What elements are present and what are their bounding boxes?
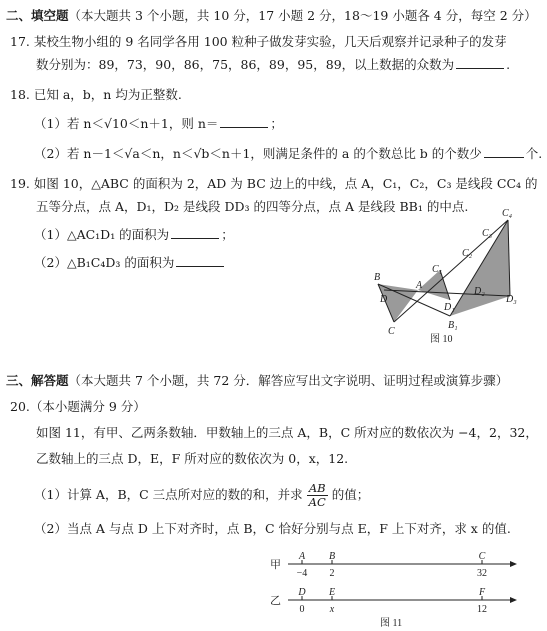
fraction-denominator: AC: [308, 495, 326, 509]
part-text: （1）计算 A，B，C 三点所对应的数的和，并求: [34, 487, 303, 502]
label-d2: D₂: [474, 286, 485, 297]
question-20-line-1: [36, 424, 538, 442]
punctuation: ；: [270, 116, 283, 131]
question-score: （本小题满分 9 分）: [29, 399, 146, 414]
question-number: 20.: [10, 399, 30, 414]
answer-blank[interactable]: [456, 56, 504, 69]
question-19-part-2: [34, 254, 226, 272]
question-17-line-1: [10, 33, 507, 51]
question-text: 五等分点，点 A，D₁，D₂ 是线段 DD₃ 的四等分点，点 A 是线段 BB₁ 的中点.: [36, 199, 469, 214]
question-18-part-2: [34, 145, 542, 163]
point-b-label: B: [328, 551, 336, 562]
section-header-solutions: [6, 372, 508, 390]
point-b-value: 2: [329, 568, 335, 579]
point-a-value: −4: [296, 568, 308, 579]
label-c: C: [388, 326, 395, 337]
point-a-label: A: [298, 551, 306, 562]
point-f-value: 12: [477, 604, 487, 615]
point-c-value: 32: [477, 568, 487, 579]
answer-blank[interactable]: [220, 115, 268, 128]
question-18-stem: [10, 86, 182, 104]
point-d-label: D: [298, 587, 306, 598]
question-text: 如图 10，△ABC 的面积为 2，AD 为 BC 边上的中线，点 A，C₁，C₂，C₃ 是线段 CC₄ 的: [33, 176, 538, 191]
question-19-line-1: [10, 175, 538, 193]
question-20-line-2: [36, 450, 348, 468]
question-text: 如图 11，有甲、乙两条数轴．甲数轴上的三点 A，B，C 所对应的数依次为 −4，2，32，: [36, 425, 538, 440]
question-text: 数分别为：89，73，90，86，75，86，89，95，89，以上数据的众数为: [36, 57, 455, 72]
punctuation: 个.: [525, 146, 543, 161]
question-20-part-1: [34, 480, 369, 510]
question-19-part-1: [34, 226, 234, 244]
label-d: D: [380, 294, 388, 305]
question-text: 乙数轴上的三点 D，E，F 所对应的数依次为 0，x，12.: [36, 451, 349, 466]
figure-10-diagram: [370, 206, 530, 346]
figure-10-caption: 图 10: [430, 334, 453, 345]
label-c1: C₁: [432, 264, 443, 275]
point-e-label: E: [328, 587, 336, 598]
answer-blank[interactable]: [171, 226, 219, 239]
question-18-part-1: [34, 115, 283, 133]
section-header-fill-in: [6, 7, 537, 25]
point-d-value: 0: [299, 604, 305, 615]
point-f-label: F: [478, 587, 486, 598]
part-end: 的值；: [331, 487, 370, 502]
label-b1: B₁: [448, 320, 458, 331]
label-c4: C₄: [502, 208, 513, 219]
axis-yi-name: 乙: [270, 595, 281, 607]
point-e-value: x: [329, 604, 335, 615]
punctuation: .: [506, 57, 511, 72]
part-text: （1）若 n＜√10＜n＋1，则 n＝: [34, 116, 219, 131]
label-b: B: [374, 272, 381, 283]
question-text: 已知 a，b，n 均为正整数.: [33, 87, 182, 102]
punctuation: ；: [221, 227, 234, 242]
axis-yi-arrow: [510, 597, 517, 603]
part-text: （2）△B₁C₄D₃ 的面积为: [34, 255, 175, 270]
question-number: 18.: [10, 87, 30, 102]
part-text: （2）当点 A 与点 D 上下对齐时，点 B，C 恰好分别与点 E，F 上下对齐，求 x 的值.: [34, 521, 511, 536]
fraction-ab-over-ac: [307, 482, 328, 509]
fraction-numerator: AB: [307, 482, 328, 496]
label-a: A: [416, 280, 423, 291]
label-d1: D₁: [444, 302, 455, 313]
section-title: 三、解答题: [6, 373, 69, 388]
question-17-line-2: [36, 56, 510, 74]
axis-jia-name: 甲: [270, 559, 281, 571]
section-note: （本大题共 7 个小题，共 72 分．解答应写出文字说明、证明过程或演算步骤）: [68, 373, 509, 388]
label-c3: C₃: [482, 228, 493, 239]
section-note: （本大题共 3 个小题，共 10 分，17 小题 2 分，18～19 小题各 4 分，每空 2 分）: [68, 8, 537, 23]
question-number: 19.: [10, 176, 30, 191]
question-number: 17.: [10, 34, 30, 49]
answer-blank[interactable]: [176, 254, 224, 267]
label-d3: D₃: [506, 294, 517, 305]
label-c2: C₂: [462, 248, 473, 259]
axis-jia-arrow: [510, 561, 517, 567]
point-c-label: C: [478, 551, 486, 562]
section-title: 二、填空题: [6, 8, 69, 23]
figure-11-caption: 图 11: [380, 618, 403, 629]
question-20-part-2: [34, 520, 511, 538]
part-text: （1）△AC₁D₁ 的面积为: [34, 227, 170, 242]
question-20-score: [10, 398, 146, 416]
part-text: （2）若 n－1＜√a＜n，n＜√b＜n＋1，则满足条件的 a 的个数总比 b 的个数少: [34, 146, 482, 161]
figure-11-number-lines: [262, 550, 522, 630]
answer-blank[interactable]: [484, 145, 524, 158]
question-text: 某校生物小组的 9 名同学各用 100 粒种子做发芽实验，几天后观察并记录种子的发芽: [33, 34, 507, 49]
